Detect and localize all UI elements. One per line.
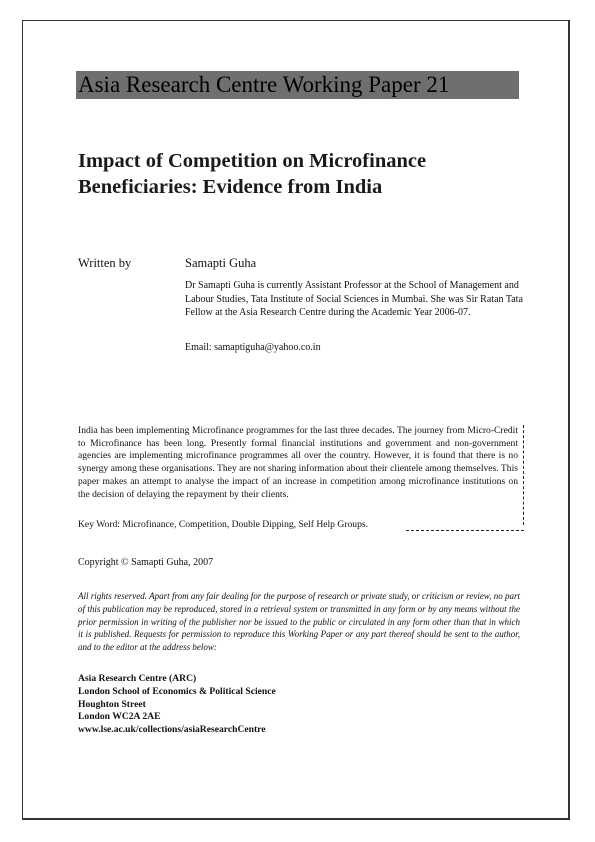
address-line-city: London WC2A 2AE [78,711,161,723]
keywords: Key Word: Microfinance, Competition, Double Dipping, Self Help Groups. [78,519,369,530]
address-line-street: Houghton Street [78,698,146,710]
dashed-margin-line [523,425,524,525]
address-block [78,673,276,737]
paper-title: Impact of Competition on Microfinance Beneficiaries: Evidence from India [78,150,427,198]
address-line-website[interactable]: www.lse.ac.uk/collections/asiaResearchCentre [78,724,266,736]
series-title-banner: Asia Research Centre Working Paper 21 [76,71,519,99]
address-line-organisation: Asia Research Centre (ARC) [78,673,197,684]
rights-statement: All rights reserved. Apart from any fair dealing for the purpose of research or private study, or criticism or review, no part of this publication may be reproduced, stored in a retrieval system or transmitted in any form or by any means without the prior permission in writing of the publisher nor be issued to the public or circulated in any form other than that in which it is published. Requests for permission to reproduce this Working Paper or any part thereof should be sent to the author, and to the editor at the address below: [78,591,520,653]
author-bio: Dr Samapti Guha is currently Assistant Professor at the School of Management and Labour Studies, Tata Institute of Social Sciences in Mumbai. She was Sir Ratan Tata Fellow at the Asia Research Centre during the Academic Year 2006-07. [185,280,523,318]
author-email[interactable]: Email: samaptiguha@yahoo.co.in [185,342,321,353]
author-label: Written by [78,256,132,270]
dashed-underline [406,530,524,531]
abstract: India has been implementing Microfinance programmes for the last three decades. The journey from Micro-Credit to Microfinance has been long. Presently formal financial institutions and government and non-government agencies are implementing microfinance programmes all over the country. However, it is found that there is no synergy among these organisations. They are not sharing information about their clientele among themselves. This paper makes an attempt to analyse the impact of an increase in competition among microfinance institutions on the decision of delaying the repayment by their clients. [78,425,518,500]
author-name: Samapti Guha [185,256,257,270]
copyright-notice: Copyright © Samapti Guha, 2007 [78,557,214,568]
address-line-school: London School of Economics & Political Science [78,685,276,697]
